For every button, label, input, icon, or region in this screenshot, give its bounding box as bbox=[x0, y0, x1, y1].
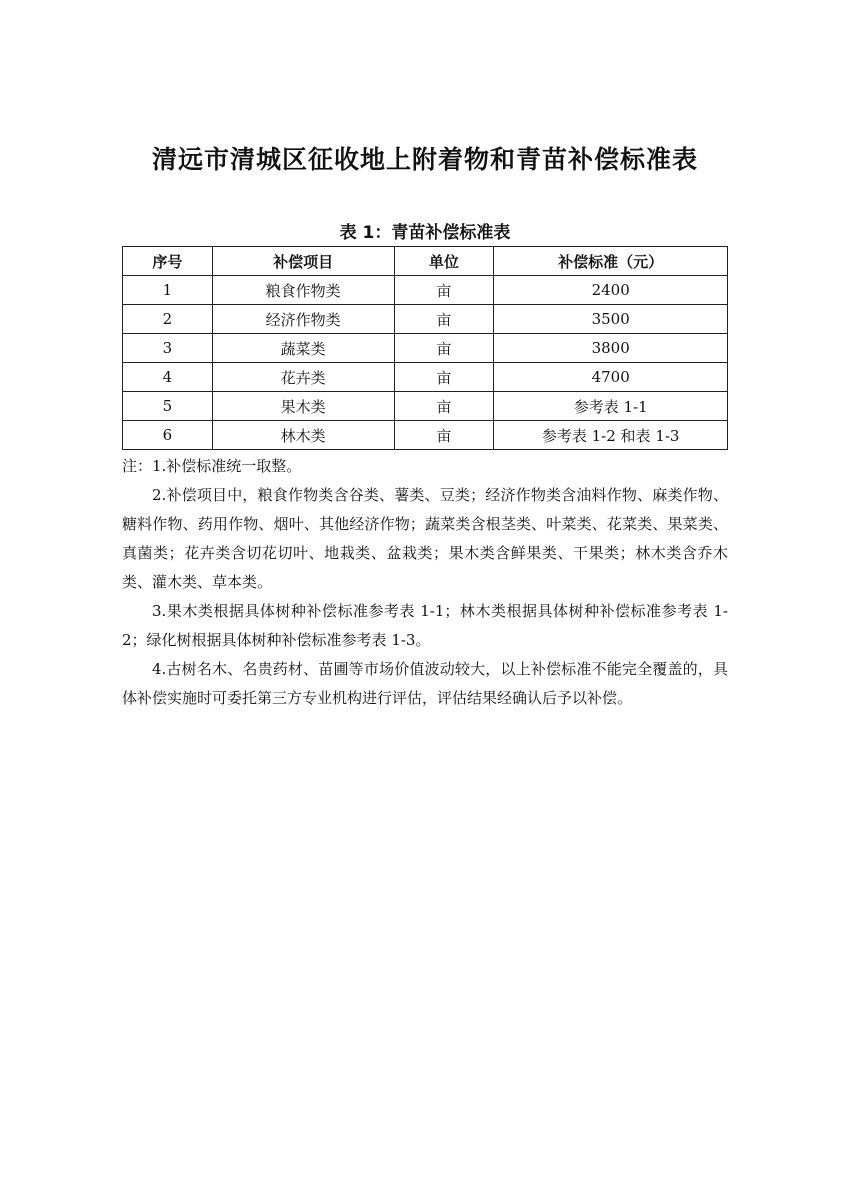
document-title: 清远市清城区征收地上附着物和青苗补偿标准表 bbox=[151, 145, 698, 174]
note-3: 3.果木类根据具体树种补偿标准参考表 1-1；林木类根据具体树种补偿标准参考表 1-2；绿化树根据具体树种补偿标准参考表 1-3。 bbox=[122, 602, 728, 649]
table-caption: 表 1：青苗补偿标准表 bbox=[339, 223, 511, 243]
cell-compensation-item: 粮食作物类 bbox=[212, 276, 394, 305]
cell-compensation-standard: 2400 bbox=[494, 276, 728, 305]
table-row bbox=[123, 276, 728, 305]
cell-compensation-item: 林木类 bbox=[212, 421, 394, 450]
table-row bbox=[123, 305, 728, 334]
note-4: 4.古树名木、名贵药材、苗圃等市场价值波动较大，以上补偿标准不能完全覆盖的，具体补偿实施时可委托第三方专业机构进行评估，评估结果经确认后予以补偿。 bbox=[122, 660, 728, 707]
header-unit: 单位 bbox=[394, 247, 494, 276]
table-row bbox=[123, 421, 728, 450]
table-row bbox=[123, 334, 728, 363]
cell-compensation-standard: 参考表 1-1 bbox=[494, 392, 728, 421]
cell-compensation-item: 蔬菜类 bbox=[212, 334, 394, 363]
header-compensation-item: 补偿项目 bbox=[212, 247, 394, 276]
cell-compensation-standard: 3800 bbox=[494, 334, 728, 363]
table-header-row bbox=[123, 247, 728, 276]
table-row bbox=[123, 363, 728, 392]
cell-unit: 亩 bbox=[394, 334, 494, 363]
cell-compensation-item: 花卉类 bbox=[212, 363, 394, 392]
cell-compensation-item: 果木类 bbox=[212, 392, 394, 421]
cell-unit: 亩 bbox=[394, 421, 494, 450]
header-compensation-standard: 补偿标准（元） bbox=[494, 247, 728, 276]
table-row bbox=[123, 392, 728, 421]
cell-unit: 亩 bbox=[394, 363, 494, 392]
note-1: 注：1.补偿标准统一取整。 bbox=[122, 457, 302, 475]
cell-serial-number: 6 bbox=[123, 421, 213, 450]
cell-compensation-standard: 3500 bbox=[494, 305, 728, 334]
cell-serial-number: 2 bbox=[123, 305, 213, 334]
cell-unit: 亩 bbox=[394, 305, 494, 334]
cell-unit: 亩 bbox=[394, 392, 494, 421]
cell-compensation-item: 经济作物类 bbox=[212, 305, 394, 334]
cell-serial-number: 3 bbox=[123, 334, 213, 363]
cell-compensation-standard: 4700 bbox=[494, 363, 728, 392]
table-notes bbox=[122, 452, 728, 713]
note-2: 2.补偿项目中，粮食作物类含谷类、薯类、豆类；经济作物类含油料作物、麻类作物、糖料作物、药用作物、烟叶、其他经济作物；蔬菜类含根茎类、叶菜类、花菜类、果菜类、真菌类；花卉类含切花切叶、地栽类、盆栽类；果木类含鲜果类、干果类；林木类含乔木类、灌木类、草本类。 bbox=[122, 486, 728, 591]
cell-unit: 亩 bbox=[394, 276, 494, 305]
cell-serial-number: 1 bbox=[123, 276, 213, 305]
header-serial-number: 序号 bbox=[123, 247, 213, 276]
cell-compensation-standard: 参考表 1-2 和表 1-3 bbox=[494, 421, 728, 450]
cell-serial-number: 5 bbox=[123, 392, 213, 421]
cell-serial-number: 4 bbox=[123, 363, 213, 392]
compensation-standard-table bbox=[122, 246, 728, 450]
